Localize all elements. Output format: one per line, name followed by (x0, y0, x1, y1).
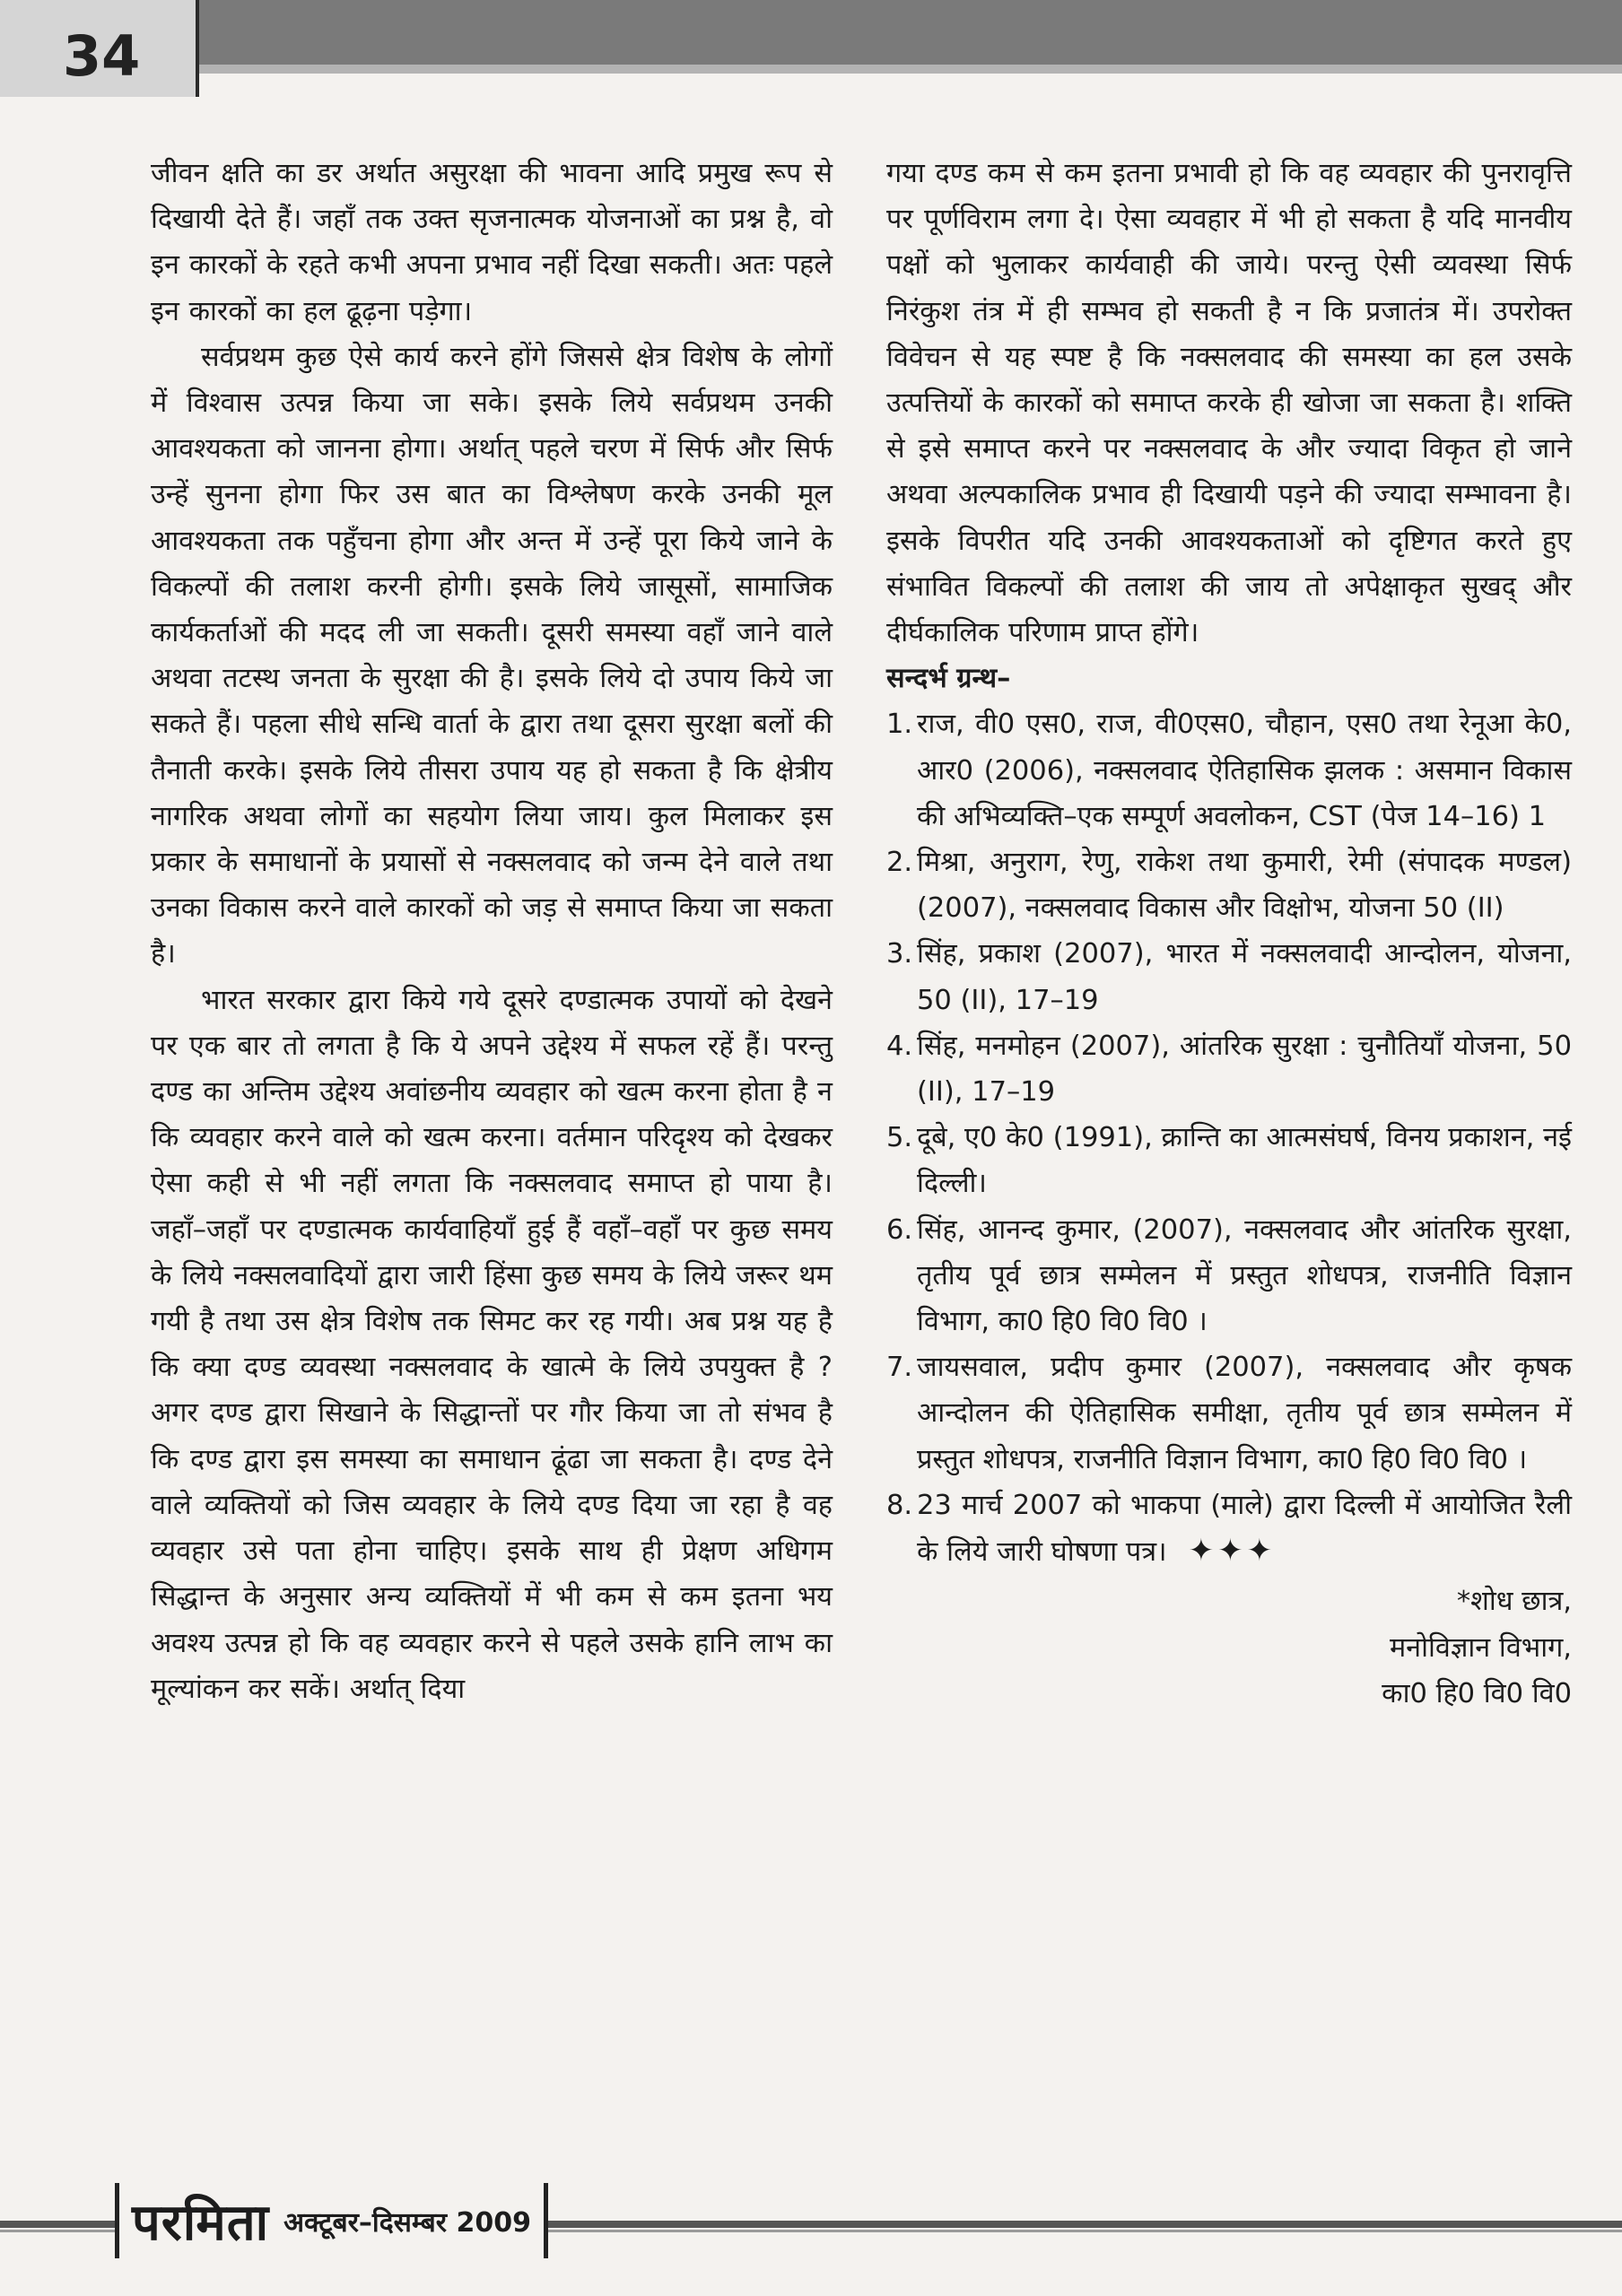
references-list (886, 701, 1572, 1575)
journal-masthead (115, 2183, 548, 2258)
reference-text: सिंह, आनन्द कुमार, (2007), नक्सलवाद और आंतरिक सुरक्षा, तृतीय पूर्व छात्र सम्मेलन में प्रस्तुत शोधपत्र, राजनीति विज्ञान विभाग, का0 हि0 वि0 वि0 । (917, 1213, 1572, 1338)
page-footer (0, 2183, 1622, 2258)
header-band (199, 0, 1622, 65)
left-paragraph-3: भारत सरकार द्वारा किये गये दूसरे दण्डात्मक उपायों को देखने पर एक बार तो लगता है कि ये अपने उद्देश्य में सफल रहें हैं। परन्तु दण्ड का अन्तिम उद्देश्य अवांछनीय व्यवहार को खत्म करना होता है न कि व्यवहार करने वाले को खत्म करना। वर्तमान परिदृश्य को देखकर ऐसा कही से भी नहीं लगता कि नक्सलवाद समाप्त हो पाया है। जहाँ–जहाँ पर दण्डात्मक कार्यवाहियाँ हुई हैं वहाँ–वहाँ पर कुछ समय के लिये नक्सलवादियों द्वारा जारी हिंसा कुछ समय के लिये जरूर थम गयी है तथा उस क्षेत्र विशेष तक सिमट कर रह गयी। अब प्रश्न यह है कि क्या दण्ड व्यवस्था नक्सलवाद के खात्मे के लिये उपयुक्त है ?अगर दण्ड द्वारा सिखाने के सिद्धान्तों पर गौर किया जा तो संभव है कि दण्ड द्वारा इस समस्या का समाधान ढूंढा जा सकता है। दण्ड देने वाले व्यक्तियों को जिस व्यवहार के लिये दण्ड दिया जा रहा है वह व्यवहार उसे पता होना चाहिए। इसके साथ ही प्रेक्षण अधिगम सिद्धान्त के अनुसार अन्य व्यक्तियों में भी कम से कम इतना भय अवश्य उत्पन्न हो कि वह व्यवहार करने से पहले उसके हानि लाभ का मूल्यांकन कर सकें। अर्थात् दिया (151, 984, 833, 1705)
reference-number: 5. (886, 1122, 913, 1154)
reference-number: 7. (886, 1352, 913, 1384)
reference-text: राज, वी0 एस0, राज, वी0एस0, चौहान, एस0 तथा रेनूआ के0, आर0 (2006), नक्सलवाद ऐतिहासिक झलक : असमान विकास की अभिव्यक्ति–एक सम्पूर्ण अवलोकन, CST (पेज 14–16) 1 (917, 709, 1572, 832)
reference-text: सिंह, मनमोहन (2007), आंतरिक सुरक्षा : चुनौतियाँ योजना, 50 (II), 17–19 (917, 1030, 1572, 1109)
reference-text: मिश्रा, अनुराग, रेणु, राकेश तथा कुमारी, रेमी (संपादक मण्डल) (2007), नक्सलवाद विकास और विक्षोभ, योजना 50 (II) (917, 847, 1572, 925)
reference-item (886, 931, 1572, 1022)
reference-item (886, 1115, 1572, 1206)
reference-text: सिंह, प्रकाश (2007), भारत में नक्सलवादी आन्दोलन, योजना, 50 (II), 17–19 (917, 938, 1572, 1016)
affiliation-university: का0 हि0 वि0 वि0 (1382, 1677, 1572, 1709)
reference-number: 3. (886, 938, 913, 970)
reference-item (886, 701, 1572, 839)
header-band-shade (199, 65, 1622, 74)
reference-item (886, 1023, 1572, 1115)
left-paragraph-2: सर्वप्रथम कुछ ऐसे कार्य करने होंगे जिससे क्षेत्र विशेष के लोगों में विश्वास उत्पन्न किया जा सके। इसके लिये सर्वप्रथम उनकी आवश्यकता को जानना होगा। अर्थात् पहले चरण में सिर्फ और सिर्फ उन्हें सुनना होगा फिर उस बात का विश्लेषण करके उनकी मूल आवश्यकता तक पहुँचना होगा और अन्त में उन्हें पूरा किये जाने के विकल्पों की तलाश करनी होगी। इसके लिये जासूसों, सामाजिक कार्यकर्ताओं की मदद ली जा सकती। दूसरी समस्या वहाँ जाने वाले अथवा तटस्थ जनता के सुरक्षा की है। इसके लिये दो उपाय किये जा सकते हैं। पहला सीधे सन्धि वार्ता के द्वारा तथा दूसरा सुरक्षा बलों की तैनाती करके। इसके लिये तीसरा उपाय यह हो सकता है कि क्षेत्रीय नागरिक अथवा लोगों का सहयोग लिया जाय। कुल मिलाकर इस प्रकार के समाधानों के प्रयासों से नक्सलवाद को जन्म देने वाले तथा उनका विकास करने वाले कारकों को जड़ से समाप्त किया जा सकता है। (151, 341, 833, 970)
reference-text: दूबे, ए0 के0 (1991), क्रान्ति का आत्मसंघर्ष, विनय प्रकाशन, नई दिल्ली। (917, 1122, 1572, 1200)
reference-number: 1. (886, 709, 913, 741)
left-column (151, 151, 833, 1712)
left-paragraph-1: जीवन क्षति का डर अर्थात असुरक्षा की भावना आदि प्रमुख रूप से दिखायी देते हैं। जहाँ तक उक्त सृजनात्मक योजनाओं का प्रश्न है, वो इन कारकों के रहते कभी अपना प्रभाव नहीं दिखा सकती। अतः पहले इन कारकों का हल ढूढ़ना पड़ेगा। (151, 158, 833, 327)
end-stars: ✦✦✦ (1188, 1533, 1277, 1570)
page-header (0, 0, 1622, 97)
reference-number: 8. (886, 1489, 913, 1521)
author-affiliation (886, 1578, 1572, 1717)
right-column (886, 151, 1572, 1717)
issue-date: अक्टूबर–दिसम्बर 2009 (283, 2206, 532, 2239)
affiliation-role: *शोध छात्र, (1456, 1586, 1572, 1618)
reference-number: 2. (886, 847, 913, 879)
reference-text: जायसवाल, प्रदीप कुमार (2007), नक्सलवाद और कृषक आन्दोलन की ऐतिहासिक समीक्षा, तृतीय पूर्व छात्र सम्मेलन में प्रस्तुत शोधपत्र, राजनीति विज्ञान विभाग, का0 हि0 वि0 वि0 । (917, 1352, 1572, 1475)
reference-text: 23 मार्च 2007 को भाकपा (माले) द्वारा दिल्ली में आयोजित रैली के लिये जारी घोषणा पत्र। (917, 1489, 1572, 1569)
reference-item (886, 839, 1572, 931)
page-number: 34 (63, 23, 141, 89)
affiliation-department: मनोविज्ञान विभाग, (1389, 1631, 1572, 1664)
journal-name: परमिता (132, 2194, 270, 2252)
right-paragraph-1: गया दण्ड कम से कम इतना प्रभावी हो कि वह व्यवहार की पुनरावृत्ति पर पूर्णविराम लगा दे। ऐसा व्यवहार में भी हो सकता है यदि मानवीय पक्षों को भुलाकर कार्यवाही की जाये। परन्तु ऐसी व्यवस्था सिर्फ निरंकुश तंत्र में ही सम्भव हो सकती है न कि प्रजातंत्र में। उपरोक्त विवेचन से यह स्पष्ट है कि नक्सलवाद की समस्या का हल उसके उत्पत्तियों के कारकों को समाप्त करके ही खोजा जा सकता है। शक्ति से इसे समाप्त करने पर नक्सलवाद के और ज्यादा विकृत हो जाने अथवा अल्पकालिक प्रभाव ही दिखायी पड़ने की ज्यादा सम्भावना है। इसके विपरीत यदि उनकी आवश्यकताओं को दृष्टिगत करते हुए संभावित विकल्पों की तलाश की जाय तो अपेक्षाकृत सुखद् और दीर्घकालिक परिणाम प्राप्त होंगे। (886, 158, 1572, 649)
references-heading: सन्दर्भ ग्रन्थ– (886, 663, 1011, 695)
reference-item (886, 1344, 1572, 1483)
reference-item (886, 1483, 1572, 1575)
page-number-tab (0, 0, 199, 97)
reference-number: 6. (886, 1213, 913, 1246)
reference-item (886, 1207, 1572, 1345)
reference-number: 4. (886, 1030, 913, 1062)
